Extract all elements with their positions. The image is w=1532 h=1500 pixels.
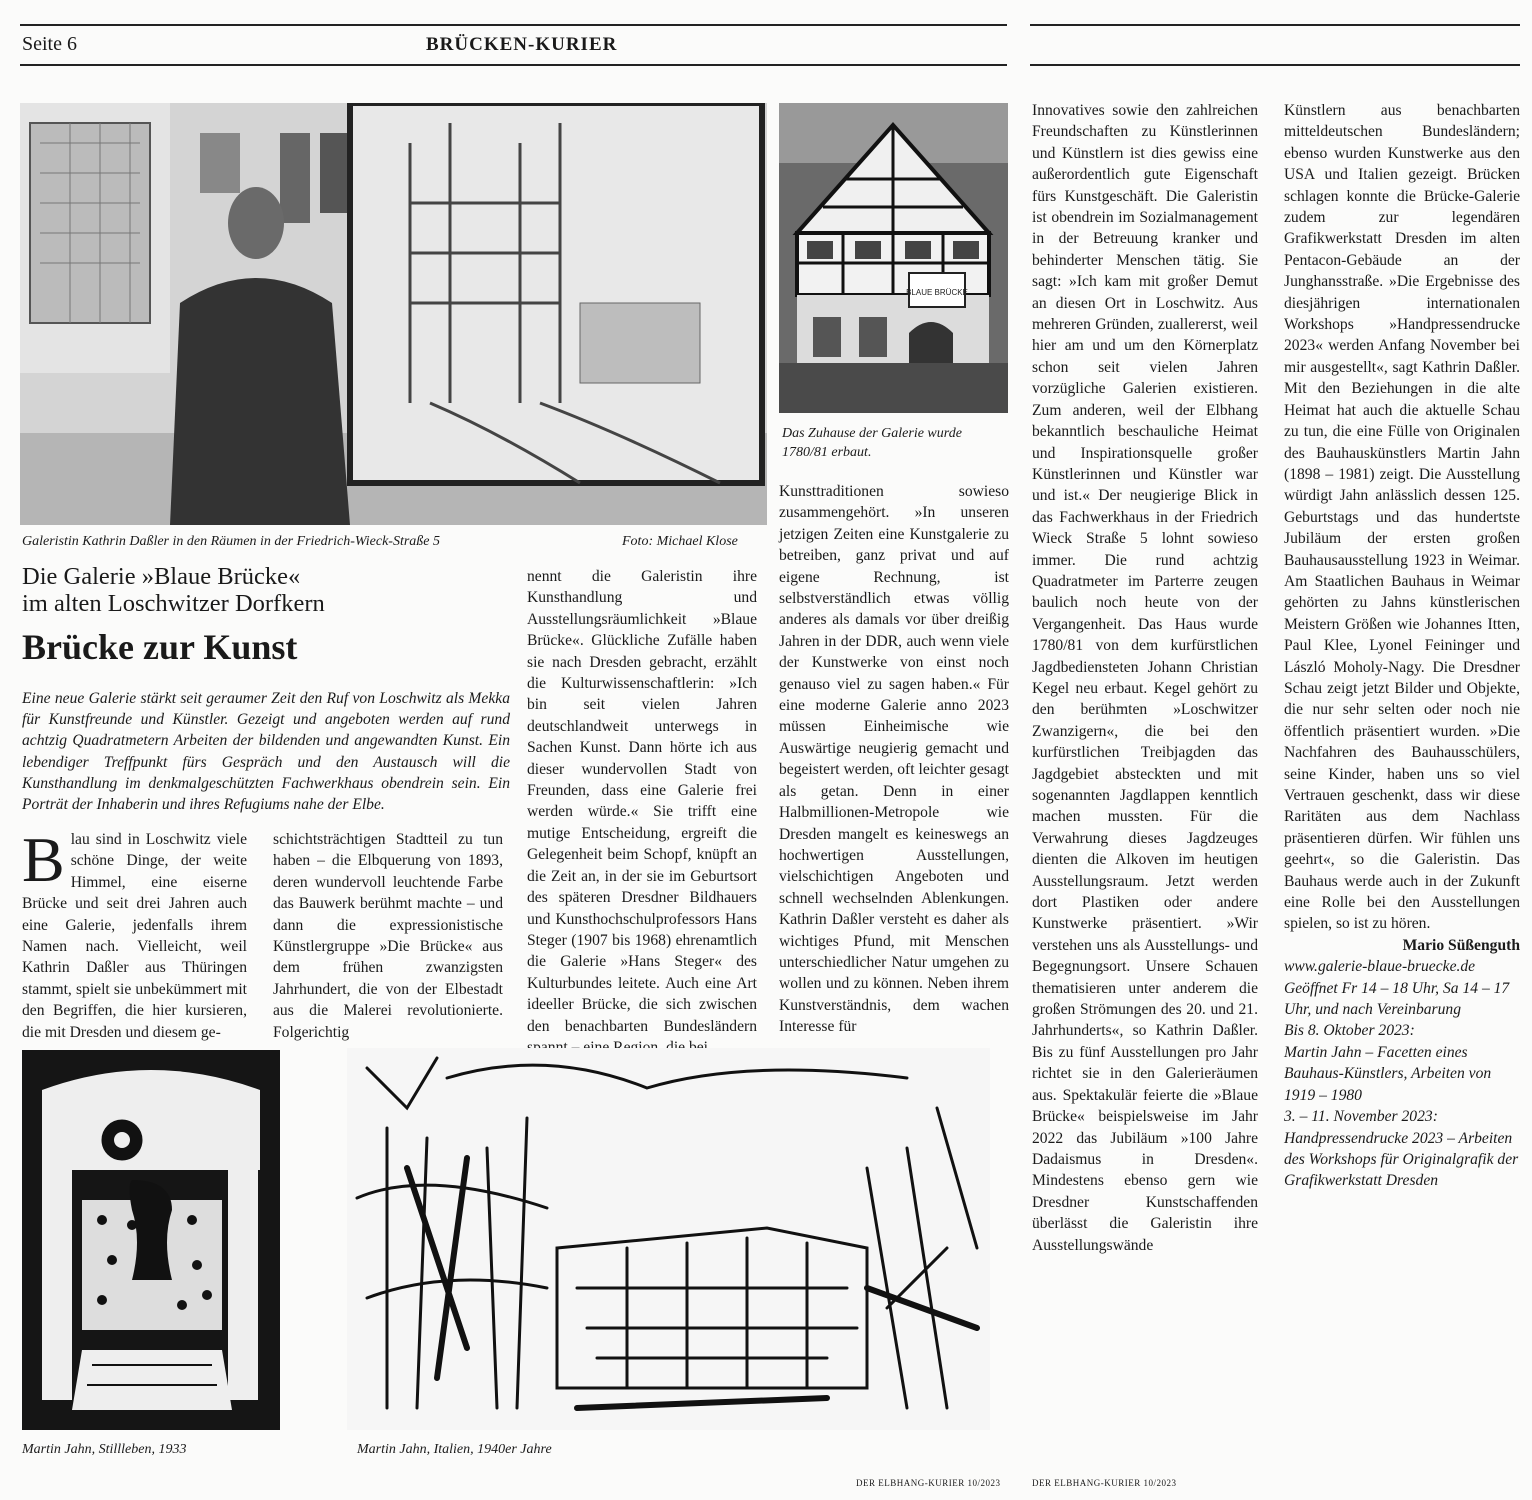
column-6-text: Künstlern aus benachbarten mitteldeutschen Bundesländern; ebenso wurden Kunstwerke aus den USA und Italien gezeigt. Brücken schlagen konnte die Brücke-Galerie zudem zur legendären Grafikwerkstatt Dresden im alten Pentacon-Gebäude an der Junghansstraße. »Die Ergebnisse des diesjährigen internationalen Workshops »Handpressendrucke 2023« werden Anfang November bei mir ausgestellt«, sagt Kathrin Daßler. Mit den Beziehungen in die alte Heimat hat auch die aktuelle Schau zu tun, die eine Fülle von Originalen des Bauhauskünstlers Martin Jahn (1898 – 1981) zeigt. Die Ausstellung würdigt Jahn anlässlich dessen 125. Geburtstags und das hundertste Jubiläum der ersten großen Bauhausausstellung 1923 in Weimar. Am Staatlichen Bauhaus in Weimar gehörten zu Jahns künstlerischen Meistern Größen wie Johannes Itten, Paul Klee, Lyonel Feininger und László Moholy-Nagy. Die Dresdner Schau zeigt jetzt Bilder und Objekte, die nur sehr selten oder noch nie öffentlich präsentiert wurden. »Die Nachfahren des Bauhausschülers, seine Kinder, haben uns so viel Vertrauen geschenkt, dass wir diese Raritäten aus dem Nachlass präsentieren dürfen. Wir fühlen uns geehrt«, so die Galeristin. Das Bauhaus werde auch in der Zukunft eine Rolle bei den Ausstellungen spielen, so ist zu hören.	[1284, 102, 1520, 933]
house-sign-text: BLAUE BRÜCKE	[906, 288, 968, 297]
main-photo-caption: Galeristin Kathrin Daßler in den Räumen in der Friedrich-Wieck-Straße 5	[22, 534, 440, 549]
column-2	[273, 829, 503, 1043]
column-3-text: nennt die Galeristin ihre Kunsthandlung und Ausstellungsräumlichkeit »Blaue Brücke«. Glückliche Zufälle haben sie nach Dresden gebracht, erzählt die Kulturwissenschaftlerin: »Ich bin seit vielen Jahren deutschlandweit unterwegs in Sachen Kunst. Dann hörte ich aus dieser wundervollen Stadt von Freunden, dass eine Galerie frei werden würde.« Sie trifft eine mutige Entscheidung, ergreift die Gelegenheit beim Schopf, knüpft an die Zeit an, in der sie im Geburtsort des späteren Dresdner Bildhauers und Kunsthochschulprofessors Hans Steger (1907 bis 1968) ehrenamtlich die Galerie »Hans Steger« des Kulturbundes leitete. Auch eine Art ideeller Brücke, die sich zwischen den benachbarten Bundesländern	[527, 568, 757, 1035]
header-rule-bottom-left	[20, 64, 1007, 66]
masthead: BRÜCKEN-KURIER	[426, 34, 618, 55]
info-date-2: 3. – 11. November 2023:	[1284, 1108, 1438, 1126]
half-timbered-house-illustration	[779, 103, 1008, 413]
house-photo-caption: Das Zuhause der Galerie wurde 1780/81 erbaut.	[782, 426, 962, 460]
column-2-text: schichtsträchtigen Stadtteil zu tun haben – die Elbquerung von 1893, deren wundervoll leuchtende Farbe das Bauwerk berühmt machte – und dann die expressionistische Künstlergruppe »Die Brücke« aus dem frühen zwanzigsten Jahrhundert, die von der Elbestadt aus die Malerei revolutionierte. Folgerichtig	[273, 831, 503, 1041]
house-photo	[779, 103, 1008, 413]
italy-illustration	[347, 1048, 990, 1430]
info-opening-hours: Geöffnet Fr 14 – 18 Uhr, Sa 14 – 17 Uhr, und nach Vereinbarung	[1284, 979, 1510, 1019]
info-date-1: Bis 8. Oktober 2023:	[1284, 1022, 1415, 1040]
drop-cap: B	[22, 824, 65, 895]
main-photo	[20, 103, 767, 525]
kicker-line-2: im alten Loschwitzer Dorfkern	[22, 590, 325, 617]
footer-left: DER ELBHANG-KURIER 10/2023	[856, 1478, 1001, 1488]
column-6	[1284, 100, 1520, 1192]
header-rule-top-right	[1030, 24, 1520, 26]
info-exhibition-1: Martin Jahn – Facetten eines Bauhaus-Künstlers, Arbeiten von 1919 – 1980	[1284, 1043, 1492, 1104]
kicker-line-1: Die Galerie »Blaue Brücke«	[22, 563, 301, 590]
still-life-caption: Martin Jahn, Stillleben, 1933	[22, 1442, 187, 1457]
column-1-text: lau sind in Loschwitz viele schöne Dinge, der weite Himmel, eine eiserne Brücke und seit drei Jahren auch eine Galerie, jedenfalls ihrem Namen nach. Vielleicht, weil Kathrin Daßler aus Thüringen stammt, spielt sie unbekümmert mit den Begriffen, die hier kursieren, die mit Dresden und diesem ge-	[22, 831, 247, 1041]
main-photo-credit: Foto: Michael Klose	[622, 534, 738, 549]
footer-right: DER ELBHANG-KURIER 10/2023	[1032, 1478, 1177, 1488]
lead-paragraph: Eine neue Galerie stärkt seit geraumer Zeit den Ruf von Loschwitz als Mekka für Kunstfreunde und Künstler. Gezeigt und angeboten werden auf rund achtzig Quadratmetern Arbeiten der bildenden und angewandten Kunst. Ein lebendiger Treffpunkt fürs Gespräch und den Austausch will die Kunsthandlung im denkmalgeschützten Fachwerkhaus obendrein sein. Ein Porträt der Inhaberin und ihres Refugiums nahe der Elbe.	[22, 690, 510, 814]
headline: Brücke zur Kunst	[22, 627, 298, 667]
italy-artwork	[347, 1048, 990, 1430]
still-life-artwork	[22, 1050, 280, 1430]
header-rule-bottom-right	[1030, 64, 1520, 66]
column-4-text: Kunsttraditionen sowieso zusammengehört. »In unseren jetzigen Zeiten eine Kunstgalerie zu betreiben, ganz privat und auf eigene Rechnung, ist selbstverständlich etwas völlig anderes als damals vor über dreißig Jahren in der DDR, auch wenn viele der Kunstwerke von einst noch genauso viel zu sagen haben.« Für eine moderne Galerie anno 2023 müssen Einheimische wie Auswärtige neugierig gemacht und begeistert werden, oft leichter gesagt als getan. Denn in einer Halbmillionen-Metropole wie Dresden mangelt es keineswegs an hochwertigen Ausstellungen, vielschichtigen Angeboten und schnell wechselnden Ablenkungen. Kathrin Daßler versteht es daher als wichtiges Pfund, mit Menschen unterschiedlicher Natur umgehen zu wollen und zu können. Neben ihrem Kunstverständnis, dem wachen Interesse für	[779, 483, 1009, 1036]
italy-caption: Martin Jahn, Italien, 1940er Jahre	[357, 1442, 552, 1457]
still-life-illustration	[22, 1050, 280, 1430]
column-4	[779, 481, 1009, 1038]
column-5	[1032, 100, 1258, 1256]
column-5-text: Innovatives sowie den zahlreichen Freundschaften zu Künstlerinnen und Künstlern ist dies gewiss eine außerordentlich gute Eigenschaft fürs Kunstgeschäft. Die Galeristin ist obendrein im Sozialmanagement in der Betreuung kranker und behinderter Menschen tätig. Sie sagt: »Ich kam mit großer Demut an diesen Ort in Loschwitz. Aus mehreren Gründen, zuallererst, weil hier am und um den Körnerplatz schon seit vielen Jahren vorzügliche Galerien existieren. Zum anderen, weil der Elbhang bekanntlich beschauliche Heimat und Inspirationsquelle großer Künstlerinnen und Künstler war und ist.« Der neugierige Blick in das Fachwerkhaus in der Friedrich Wieck Straße 5 lohnt sowieso immer. Die rund achtzig Quadratmeter im Parterre zeugen baulich noch heute von der Vergangenheit. Das Haus wurde 1780/81 von dem kurfürstlichen Jagdbediensteten Johann Christian Kegel neu erbaut. Kegel gehört zu den berühmten »Loschwitzer Zwanzigern«, die bei den kurfürstlichen Treibjagden das Jagdgebiet absteckten und mit sogenannten Jagdlappen kenntlich machen mussten. Für die Verwahrung dieses Jagdzeuges dienten die Alkoven im heutigen Ausstellungsraum. Jetzt werden dort Plastiken oder andere Kunstwerke präsentiert. »Wir verstehen uns als Ausstellungs- und Begegnungsort. Unsere Schauen thematisieren unter anderem die großen Strömungen des 20. und 21. Jahrhunderts«, so Kathrin Daßler. Bis zu fünf Ausstellungen pro Jahr richtet sie in den Galerieräumen aus. Spektakulär feierte die »Blaue Brücke« beispielsweise im Jahr 2022 das Jubiläum »100 Jahre Dadaismus in Dresden«. Mindestens ebenso gern wie Dresdner Kunstschaffenden überlässt die Galeristin ihre Ausstellungswände	[1032, 102, 1258, 1254]
header-rule-top-left	[20, 24, 1007, 26]
page-number: Seite 6	[22, 33, 77, 55]
column-3	[527, 566, 757, 1058]
author-name: Mario Süßenguth	[1402, 936, 1520, 954]
column-1	[22, 824, 247, 1043]
info-url[interactable]: www.galerie-blaue-bruecke.de	[1284, 958, 1476, 976]
gallery-interior-illustration	[20, 103, 767, 525]
info-exhibition-2: Handpressendrucke 2023 – Arbeiten des Workshops für Originalgrafik der Grafikwerkstatt Dresden	[1284, 1129, 1519, 1190]
